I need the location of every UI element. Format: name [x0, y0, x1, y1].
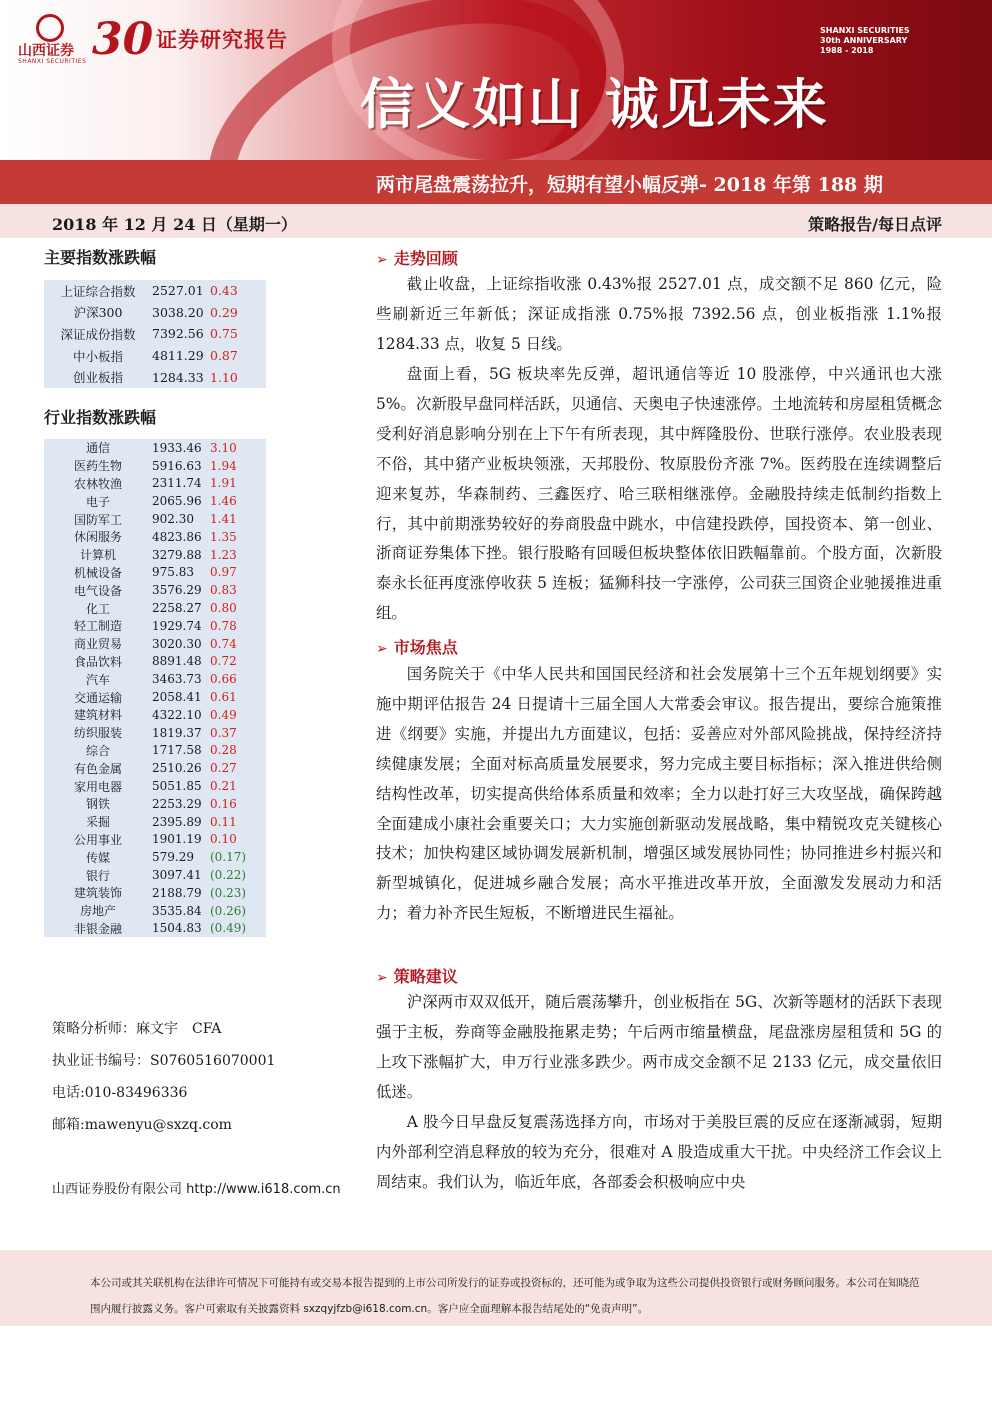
row-change: 0.21 [210, 779, 237, 794]
row-change: 0.61 [210, 690, 237, 705]
table-row [44, 777, 266, 795]
row-name: 有色金属 [73, 761, 122, 776]
strategy-paragraph-1: 沪深两市双双低开，随后震荡攀升，创业板指在 5G、次新等题材的活跃下表现强于主板，券商等金融股拖累走势；午后两市缩量横盘，尾盘涨房屋租赁和 5G 的上攻下涨幅扩大，申万行业涨多跌少。两市成交金额不足 2133 亿元，成交量依旧低迷。 [376, 993, 942, 1101]
row-change: 0.49 [210, 707, 237, 722]
row-name: 创业板指 [72, 370, 123, 386]
table-row [44, 528, 266, 546]
table-row [44, 366, 266, 388]
email-address: 邮箱:mawenyu@sxzq.com [52, 1117, 232, 1133]
row-name: 公用事业 [73, 832, 122, 847]
row-change: 0.97 [210, 565, 237, 580]
row-value: 902.30 [152, 512, 194, 527]
row-value: 579.29 [152, 850, 194, 865]
row-change: (0.49) [210, 921, 247, 936]
row-name: 银行 [85, 868, 110, 883]
row-change: 0.80 [210, 601, 237, 616]
row-name: 电气设备 [73, 583, 122, 598]
report-date: 2018 年 12 月 24 日（星期一） [52, 215, 297, 234]
row-name: 国防军工 [73, 512, 122, 527]
row-name: 沪深300 [73, 305, 123, 321]
row-name: 通信 [85, 441, 110, 456]
index-table [44, 280, 266, 388]
row-name: 轻工制造 [73, 619, 122, 634]
row-name: 汽车 [85, 672, 110, 687]
row-change: 1.10 [210, 369, 238, 385]
row-name: 商业贸易 [73, 637, 122, 652]
header-banner [0, 0, 992, 160]
row-value: 7392.56 [152, 326, 204, 342]
strategy-paragraph-2: A 股今日早盘反复震荡选择方向，市场对于美股巨震的反应在逐渐减弱，短期内外部利空消息释放的较为充分，很难对 A 股造成重大干扰。中央经济工作会议上周结束。我们认为，临近年底，各部委会积极响应中央 [376, 1113, 942, 1191]
row-change: 0.72 [210, 654, 237, 669]
row-change: 0.75 [210, 326, 238, 342]
row-change: 1.94 [210, 458, 237, 473]
row-value: 5916.63 [152, 458, 202, 473]
row-value: 3020.30 [152, 636, 202, 651]
row-value: 3576.29 [152, 583, 202, 598]
table-row [44, 920, 266, 938]
title-bar [0, 160, 992, 204]
row-name: 电子 [85, 494, 110, 509]
table-row [44, 323, 266, 345]
row-change: 0.43 [210, 283, 238, 299]
section-review-title: ➢ 走势回顾 [376, 249, 458, 268]
row-change: (0.23) [210, 885, 247, 900]
row-change: (0.17) [210, 850, 247, 865]
table-row [44, 581, 266, 599]
table-row [44, 813, 266, 831]
row-change: 0.37 [210, 725, 237, 740]
table-row [44, 510, 266, 528]
row-name: 采掘 [85, 815, 110, 830]
row-change: 0.66 [210, 672, 237, 687]
row-value: 1819.37 [152, 725, 202, 740]
row-name: 深证成份指数 [60, 326, 136, 342]
table-row [44, 706, 266, 724]
table-row [44, 546, 266, 564]
row-change: 0.16 [210, 796, 237, 811]
row-change: (0.22) [210, 868, 247, 883]
row-change: 1.41 [210, 512, 237, 527]
row-value: 3279.88 [152, 547, 202, 562]
row-name: 房地产 [79, 904, 116, 919]
row-value: 3535.84 [152, 903, 202, 918]
table-row [44, 866, 266, 884]
row-change: 0.27 [210, 761, 237, 776]
table-row [44, 280, 266, 302]
row-name: 机械设备 [73, 565, 122, 580]
row-value: 4823.86 [152, 529, 202, 544]
row-name: 传媒 [85, 850, 110, 865]
row-change: 0.87 [210, 348, 238, 364]
row-value: 1933.46 [152, 440, 202, 455]
table-row [44, 670, 266, 688]
report-title: 两市尾盘震荡拉升，短期有望小幅反弹- 2018 年第 188 期 [376, 174, 883, 196]
row-name: 化工 [85, 601, 110, 616]
row-value: 2510.26 [152, 761, 202, 776]
logo-en: SHANXI SECURITIES [18, 58, 87, 65]
row-name: 中小板指 [72, 348, 123, 364]
chevron-right-icon: ➢ [376, 641, 388, 657]
phone-number: 电话:010-83496336 [52, 1085, 188, 1101]
row-name: 综合 [85, 743, 110, 758]
row-value: 2311.74 [152, 476, 202, 491]
disclaimer-text: 本公司或其关联机构在法律许可情况下可能持有或交易本报告提到的上市公司所发行的证券或投资标的，还可能为或争取为这些公司提供投资银行或财务顾问服务。本公司在知晓范围内履行披露义务。客户可索取有关披露资料 sxzqyjfzb@i618.com.cn。客户应全面理解本报告结尾处的“免责声明”。 [90, 1277, 920, 1315]
row-value: 1901.19 [152, 832, 202, 847]
report-category: 策略报告/每日点评 [808, 215, 942, 234]
chevron-right-icon: ➢ [376, 970, 388, 986]
table-row [44, 475, 266, 493]
row-change: 0.10 [210, 832, 237, 847]
disclaimer-footer [0, 1250, 992, 1326]
row-change: 0.11 [210, 814, 237, 829]
row-value: 2253.29 [152, 796, 202, 811]
row-change: 0.74 [210, 636, 237, 651]
row-change: (0.26) [210, 903, 247, 918]
table-row [44, 653, 266, 671]
row-change: 0.28 [210, 743, 237, 758]
index-heading: 主要指数涨跌幅 [44, 248, 157, 267]
table-row [44, 724, 266, 742]
review-paragraph-2: 盘面上看，5G 板块率先反弹，超讯通信等近 10 股涨停，中兴通讯也大涨 5%。次新股早盘同样活跃，贝通信、天奥电子快速涨停。土地流转和房屋租赁概念受利好消息影响分别在上下午有所表现，其中辉隆股份、世联行涨停。农业股表现不俗，其中猪产业板块领涨，天邦股份、牧原股份齐涨 7%。医药股在连续调整后迎来复苏，华森制药、三鑫医疗、哈三联相继涨停。金融股持续走低制约指数上行，其中前期涨势较好的券商股盘中跳水，中信建投跌停，国投资本、第一创业、浙商证券集体下挫。银行股略有回暖但板块整体依旧跌幅靠前。个股方面，次新股泰永长征再度涨停收获 5 连板；猛狮科技一字涨停，公司获三国资企业驰援推进重组。 [376, 365, 942, 623]
row-name: 计算机 [79, 548, 116, 563]
table-row [44, 302, 266, 324]
row-name: 纺织服装 [73, 726, 122, 741]
row-value: 1929.74 [152, 618, 202, 633]
row-value: 1717.58 [152, 743, 202, 758]
row-name: 建筑装饰 [73, 886, 122, 901]
row-value: 2395.89 [152, 814, 202, 829]
row-name: 上证综合指数 [60, 283, 136, 299]
row-change: 0.29 [210, 304, 238, 320]
row-name: 农林牧渔 [73, 476, 122, 491]
row-name: 食品饮料 [73, 654, 122, 669]
row-value: 4322.10 [152, 707, 202, 722]
industry-table [44, 439, 266, 937]
row-name: 交通运输 [73, 690, 122, 705]
table-row [44, 848, 266, 866]
analyst-name: 策略分析师：麻文宇 CFA [52, 1021, 222, 1037]
row-change: 1.46 [210, 494, 237, 509]
row-value: 5051.85 [152, 779, 202, 794]
slogan: 信义如山 诚见未来 [360, 72, 829, 136]
table-row [44, 457, 266, 475]
row-value: 2065.96 [152, 494, 202, 509]
row-value: 2188.79 [152, 885, 202, 900]
row-value: 1504.83 [152, 921, 202, 936]
review-paragraph-1: 截止收盘，上证综指收涨 0.43%报 2527.01 点，成交额不足 860 亿元，险些刷新近三年新低；深证成指涨 0.75%报 7392.56 点，创业板指涨 1.1%报 1284.33 点，收复 5 日线。 [376, 275, 942, 353]
row-name: 钢铁 [85, 797, 110, 812]
row-name: 家用电器 [73, 779, 122, 794]
row-name: 非银金融 [73, 921, 122, 936]
row-change: 0.78 [210, 618, 237, 633]
table-row [44, 742, 266, 760]
table-row [44, 492, 266, 510]
table-row [44, 599, 266, 617]
table-row [44, 795, 266, 813]
row-change: 0.83 [210, 583, 237, 598]
table-row [44, 831, 266, 849]
row-name: 建筑材料 [73, 708, 122, 723]
logo-cn: 山西证券 [18, 43, 74, 59]
row-value: 8891.48 [152, 654, 202, 669]
table-row [44, 688, 266, 706]
table-row [44, 884, 266, 902]
anniversary-en: SHANXI SECURITIES 30th ANNIVERSARY 1988 - 2018 [820, 26, 910, 55]
table-row [44, 759, 266, 777]
table-row [44, 439, 266, 457]
row-value: 4811.29 [152, 348, 204, 364]
row-value: 1284.33 [152, 369, 204, 385]
row-change: 1.23 [210, 547, 237, 562]
table-row [44, 617, 266, 635]
chevron-right-icon: ➢ [376, 252, 388, 268]
table-row [44, 564, 266, 582]
row-value: 3038.20 [152, 304, 204, 320]
industry-heading: 行业指数涨跌幅 [44, 408, 157, 427]
table-row [44, 635, 266, 653]
row-change: 1.91 [210, 476, 237, 491]
company-info: 山西证券股份有限公司 http://www.i618.com.cn [52, 1182, 341, 1197]
row-name: 医药生物 [73, 459, 122, 474]
anniversary-mark: 30 [92, 14, 154, 65]
section-focus-title: ➢ 市场焦点 [376, 638, 458, 657]
license-number: 执业证书编号：S0760516070001 [52, 1053, 276, 1069]
report-type: 证券研究报告 [156, 28, 288, 52]
section-strategy-title: ➢ 策略建议 [376, 967, 458, 986]
row-value: 2527.01 [152, 283, 204, 299]
row-value: 3463.73 [152, 672, 202, 687]
row-name: 休闲服务 [73, 530, 122, 545]
row-value: 975.83 [152, 565, 194, 580]
row-change: 3.10 [210, 440, 237, 455]
company-logo-icon [36, 14, 64, 42]
table-row [44, 902, 266, 920]
row-value: 3097.41 [152, 868, 202, 883]
row-value: 2258.27 [152, 601, 202, 616]
focus-paragraph-1: 国务院关于《中华人民共和国国民经济和社会发展第十三个五年规划纲要》实施中期评估报告 24 日提请十三届全国人大常委会审议。报告提出，要综合施策推进《纲要》实施，并提出九方面建议，包括：妥善应对外部风险挑战，保持经济持续健康发展；全面对标高质量发展要求，努力完成主要目标指标；深入推进供给侧结构性改革，切实提高供给体系质量和效率；全力以赴打好三大攻坚战，确保跨越全面建成小康社会重要关口；大力实施创新驱动发展战略，集中精锐攻克关键核心技术；加快构建区域协调发展新机制，增强区域发展协同性；协同推进乡村振兴和新型城镇化，促进城乡融合发展；高水平推进改革开放，全面激发发展动力和活力；着力补齐民生短板，不断增进民生福祉。 [376, 665, 942, 923]
row-change: 1.35 [210, 529, 237, 544]
table-row [44, 345, 266, 367]
row-value: 2058.41 [152, 690, 202, 705]
